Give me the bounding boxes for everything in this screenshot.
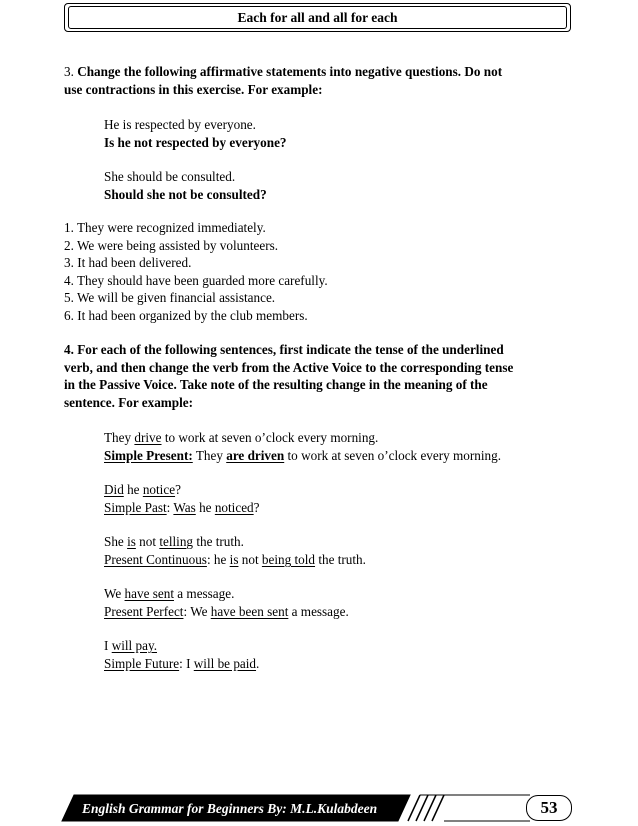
example-passive: Present Continuous: he is not being told the truth. xyxy=(104,552,366,567)
exercise-4-instruction-line-2: verb, and then change the verb from the Active Voice to the corresponding tense xyxy=(64,360,514,375)
list-item: 6. It had been organized by the club members. xyxy=(64,308,308,323)
example-passive: Simple Present: They are driven to work at seven o’clock every morning. xyxy=(104,448,502,463)
list-item: 3. It had been delivered. xyxy=(64,255,192,270)
tense-label: Present Continuous xyxy=(104,552,207,567)
list-item: 4. They should have been guarded more carefully. xyxy=(64,273,328,288)
passive-verb: being told xyxy=(261,552,316,567)
list-item: 1. They were recognized immediately. xyxy=(64,220,266,235)
footer-banner xyxy=(60,793,575,823)
example-active: Did he notice? xyxy=(104,482,181,497)
exercise-3-instruction-line-2: use contractions in this exercise. For example: xyxy=(64,82,323,97)
example-active: They drive to work at seven o’clock every morning. xyxy=(104,430,379,445)
passive-verb: are driven xyxy=(226,448,285,463)
list-item: 2. We were being assisted by volunteers. xyxy=(64,238,279,253)
example-statement: He is respected by everyone. xyxy=(104,117,256,132)
header-title: Each for all and all for each xyxy=(68,6,567,29)
example-question: Is he not respected by everyone? xyxy=(104,135,287,150)
footer-title: English Grammar for Beginners By: M.L.Kulabdeen xyxy=(82,801,378,816)
exercise-4-instruction-line-1: 4. For each of the following sentences, first indicate the tense of the underlined xyxy=(64,342,504,357)
page-number: 53 xyxy=(526,795,572,821)
tense-label: Simple Future xyxy=(104,656,180,671)
exercise-3-instruction-line-1 xyxy=(64,64,502,80)
example-active: We have sent a message. xyxy=(104,586,235,601)
example-passive: Simple Past: Was he noticed? xyxy=(104,500,260,515)
exercise-4-instruction-line-4: sentence. For example: xyxy=(64,395,194,410)
passive-verb: will be paid xyxy=(193,656,257,671)
exercise-number: 3. xyxy=(64,64,74,79)
underlined-verb: will pay. xyxy=(111,638,157,653)
underlined-verb: telling xyxy=(159,534,194,549)
example-active: She is not telling the truth. xyxy=(104,534,244,549)
underlined-verb: notice xyxy=(142,482,176,497)
tense-label: Simple Past xyxy=(104,500,167,515)
instruction-text: Change the following affirmative statements into negative questions. Do not xyxy=(77,64,503,79)
passive-verb: noticed xyxy=(214,500,254,515)
exercise-4-instruction-line-3: in the Passive Voice. Take note of the resulting change in the meaning of the xyxy=(64,377,488,392)
example-passive: Present Perfect: We have been sent a message. xyxy=(104,604,349,619)
example-question: Should she not be consulted? xyxy=(104,187,267,202)
example-active: I will pay. xyxy=(104,638,157,653)
example-passive: Simple Future: I will be paid. xyxy=(104,656,260,671)
tense-label: Simple Present: xyxy=(104,448,193,463)
underlined-verb: have sent xyxy=(124,586,174,601)
passive-verb: have been sent xyxy=(210,604,289,619)
example-statement: She should be consulted. xyxy=(104,169,236,184)
list-item: 5. We will be given financial assistance. xyxy=(64,290,276,305)
underlined-verb: drive xyxy=(134,430,162,445)
tense-label: Present Perfect xyxy=(104,604,184,619)
